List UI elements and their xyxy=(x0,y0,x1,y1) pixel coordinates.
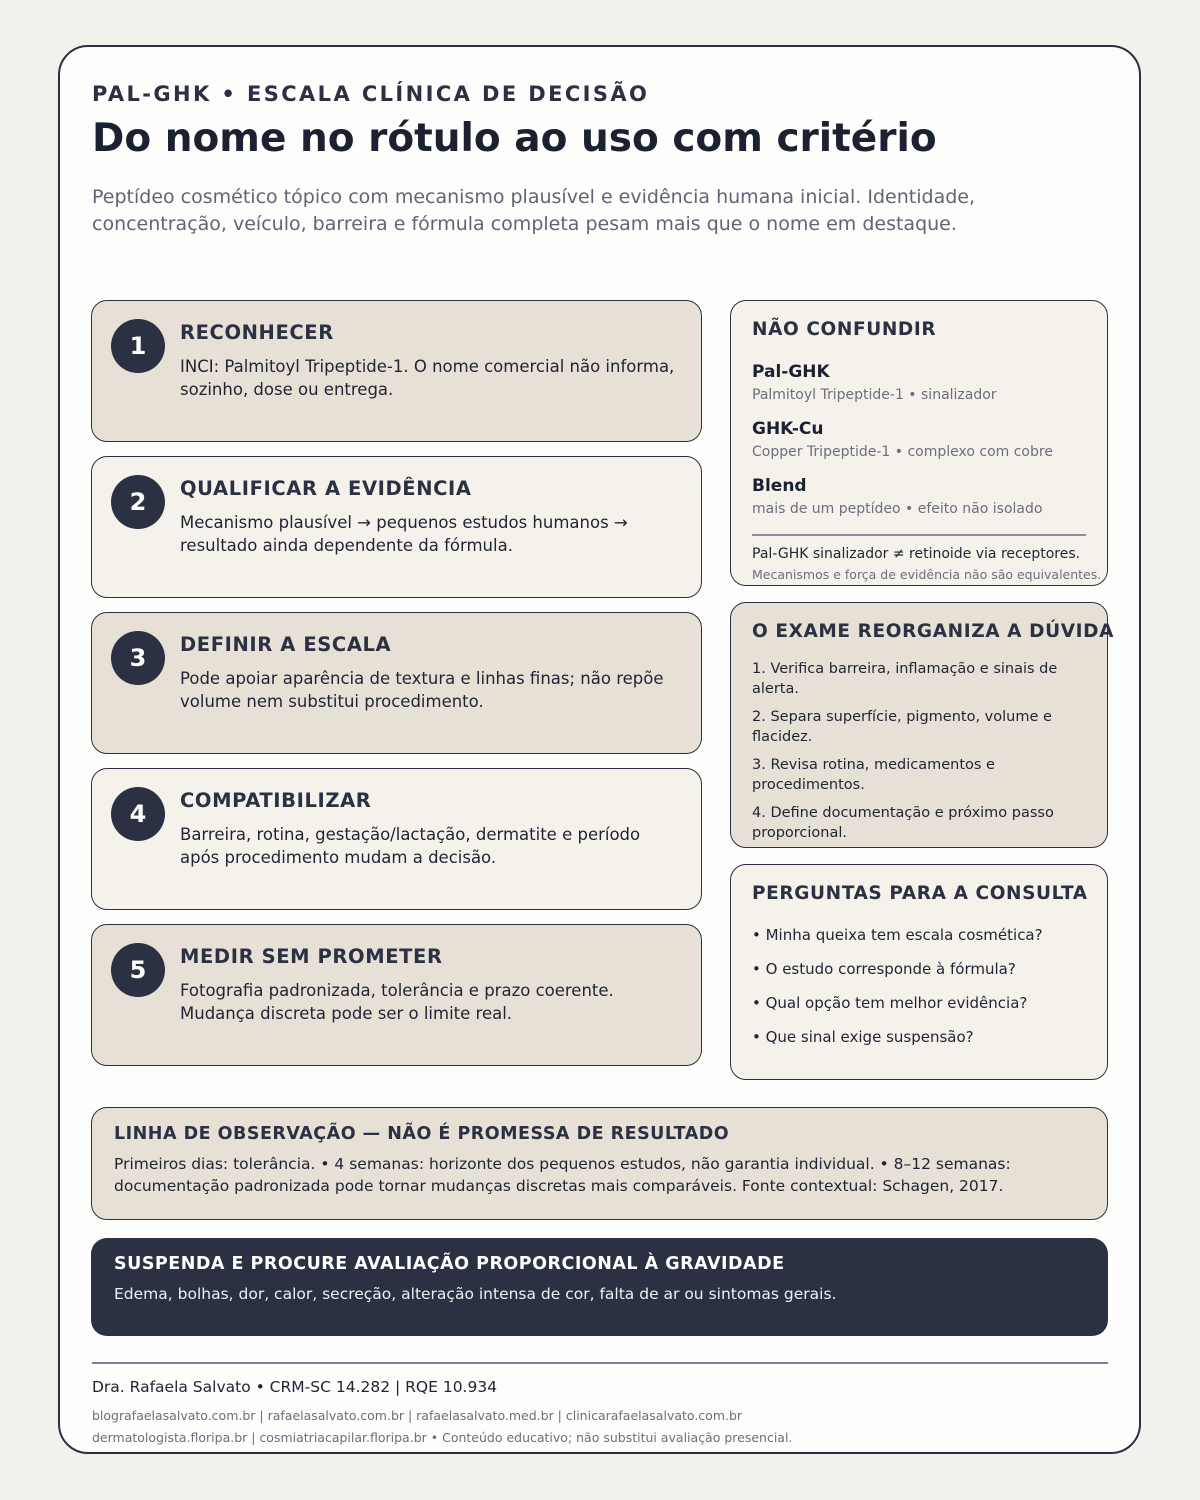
confusion-item-desc: Copper Tripeptide-1 • complexo com cobre xyxy=(752,444,1053,460)
step-number-badge: 3 xyxy=(111,631,165,685)
step-card-5 xyxy=(91,924,702,1066)
question-item: • Qual opção tem melhor evidência? xyxy=(752,994,1028,1012)
step-title: COMPATIBILIZAR xyxy=(180,789,372,812)
confusion-note: Pal-GHK sinalizador ≠ retinoide via receptores. xyxy=(752,546,1081,562)
author-credit: Dra. Rafaela Salvato • CRM-SC 14.282 | RQE 10.934 xyxy=(92,1378,498,1396)
confusion-item-desc: mais de um peptídeo • efeito não isolado xyxy=(752,501,1043,517)
page-subtitle: Peptídeo cosmético tópico com mecanismo plausível e evidência humana inicial. Identidade, concentração, veículo, barreira e fórmula completa pesam mais que o nome em destaque. xyxy=(92,186,975,235)
step-card-1 xyxy=(91,300,702,442)
step-body: Fotografia padronizada, tolerância e prazo coerente. Mudança discreta pode ser o limite real. xyxy=(180,981,614,1023)
observation-body: Primeiros dias: tolerância. • 4 semanas: horizonte dos pequenos estudos, não garantia individual. • 8–12 semanas: documentação padronizada pode tornar mudanças discretas mais comparáveis. Fonte contextual: Schagen, 2017. xyxy=(114,1155,1011,1195)
question-item: • Minha queixa tem escala cosmética? xyxy=(752,926,1043,944)
question-item: • Que sinal exige suspensão? xyxy=(752,1028,974,1046)
warning-title: SUSPENDA E PROCURE AVALIAÇÃO PROPORCIONAL À GRAVIDADE xyxy=(114,1254,785,1274)
step-body: Pode apoiar aparência de textura e linhas finas; não repõe volume nem substitui procedimento. xyxy=(180,669,664,711)
confusion-item-name: GHK-Cu xyxy=(752,419,824,439)
exam-title: O EXAME REORGANIZA A DÚVIDA xyxy=(752,621,1114,642)
footer-divider xyxy=(92,1362,1108,1364)
divider xyxy=(752,534,1086,536)
observation-panel xyxy=(91,1107,1108,1220)
exam-panel xyxy=(730,602,1114,848)
step-card-4 xyxy=(91,768,702,910)
step-title: DEFINIR A ESCALA xyxy=(180,633,392,656)
step-number-badge: 5 xyxy=(111,943,165,997)
step-body: INCI: Palmitoyl Tripeptide-1. O nome comercial não informa, sozinho, dose ou entrega. xyxy=(180,357,675,399)
step-title: MEDIR SEM PROMETER xyxy=(180,945,443,968)
exam-item: 3. Revisa rotina, medicamentos e procedimentos. xyxy=(752,757,995,793)
step-body: Barreira, rotina, gestação/lactação, dermatite e período após procedimento mudam a decisão. xyxy=(180,825,641,867)
warning-panel xyxy=(91,1238,1108,1336)
footer-links: blografaelasalvato.com.br | rafaelasalvato.com.br | rafaelasalvato.med.br | clinicarafaelasalvato.com.br xyxy=(92,1408,743,1423)
page-title: Do nome no rótulo ao uso com critério xyxy=(92,116,937,161)
step-number-badge: 1 xyxy=(111,319,165,373)
step-body: Mecanismo plausível → pequenos estudos humanos → resultado ainda dependente da fórmula. xyxy=(180,513,628,555)
exam-item: 1. Verifica barreira, inflamação e sinais de alerta. xyxy=(752,661,1058,697)
step-card-3 xyxy=(91,612,702,754)
confusion-title: NÃO CONFUNDIR xyxy=(752,319,937,340)
confusion-subnote: Mecanismos e força de evidência não são equivalentes. xyxy=(752,567,1102,582)
questions-title: PERGUNTAS PARA A CONSULTA xyxy=(752,883,1088,904)
eyebrow: PAL-GHK • ESCALA CLÍNICA DE DECISÃO xyxy=(92,82,650,106)
confusion-item-desc: Palmitoyl Tripeptide-1 • sinalizador xyxy=(752,387,997,403)
questions-panel xyxy=(730,864,1108,1080)
exam-item: 4. Define documentação e próximo passo proporcional. xyxy=(752,805,1054,841)
footer-disclaimer: dermatologista.floripa.br | cosmiatriacapilar.floripa.br • Conteúdo educativo; não substitui avaliação presencial. xyxy=(92,1430,793,1445)
exam-item: 2. Separa superfície, pigmento, volume e flacidez. xyxy=(752,709,1052,745)
step-card-2 xyxy=(91,456,702,598)
step-number-badge: 4 xyxy=(111,787,165,841)
step-title: QUALIFICAR A EVIDÊNCIA xyxy=(180,477,472,500)
confusion-item-name: Blend xyxy=(752,476,807,496)
step-number-badge: 2 xyxy=(111,475,165,529)
warning-body: Edema, bolhas, dor, calor, secreção, alteração intensa de cor, falta de ar ou sintomas gerais. xyxy=(114,1285,837,1303)
confusion-panel xyxy=(730,300,1108,586)
question-item: • O estudo corresponde à fórmula? xyxy=(752,960,1016,978)
confusion-item-name: Pal-GHK xyxy=(752,362,830,382)
observation-title: LINHA DE OBSERVAÇÃO — NÃO É PROMESSA DE RESULTADO xyxy=(114,1124,730,1144)
step-title: RECONHECER xyxy=(180,321,334,344)
